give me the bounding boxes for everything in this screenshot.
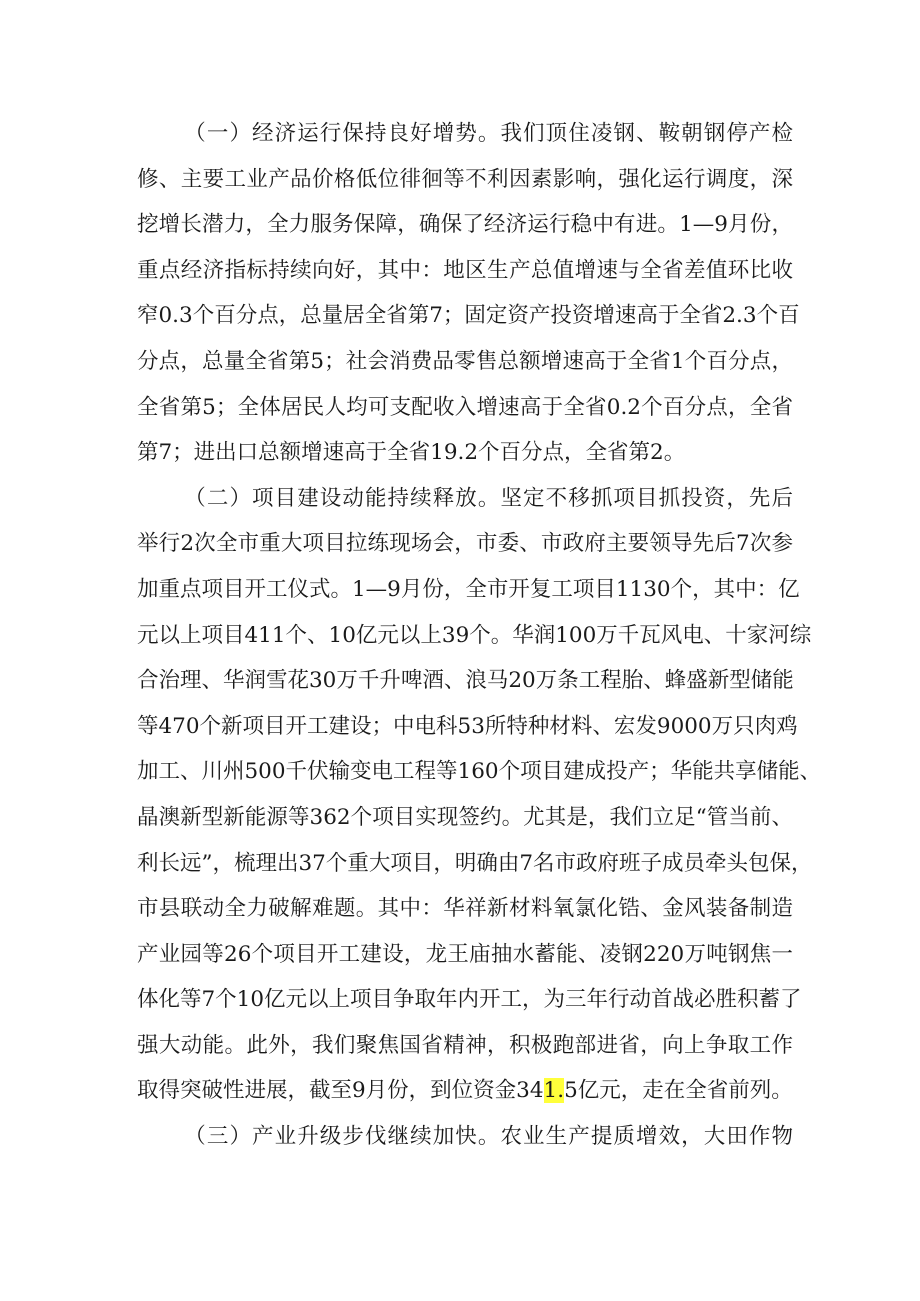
paragraph-2-line-9: 利长远”，梳理出37个重大项目，明确由7名市政府班子成员牵头包保， xyxy=(137,850,813,876)
paragraph-1-line-3: 挖增长潜力，全力服务保障，确保了经济运行稳中有进。1—9月份， xyxy=(137,212,793,238)
paragraph-1-line-1: （一）经济运行保持良好增势。我们顶住凌钢、鞍朝钢停产检 xyxy=(184,121,793,146)
paragraph-2-line-8: 晶澳新型新能源等362个项目实现签约。尤其是，我们立足“管当前、 xyxy=(137,804,793,830)
paragraph-2-line-13: 强大动能。此外，我们聚焦国省精神，积极跑部进省，向上争取工作 xyxy=(137,1032,793,1058)
body-text xyxy=(137,111,822,1160)
paragraph-1-line-5: 窄0.3个百分点，总量居全省第7；固定资产投资增速高于全省2.3个百 xyxy=(137,303,800,329)
paragraph-2-line-12: 体化等7个10亿元以上项目争取年内开工，为三年行动首战必胜积蓄了 xyxy=(137,987,802,1013)
paragraph-1-line-4: 重点经济指标持续向好，其中：地区生产总值增速与全省差值环比收 xyxy=(137,257,793,283)
paragraph-2-line-3: 加重点项目开工仪式。1—9月份，全市开复工项目1130个，其中：亿 xyxy=(137,576,800,602)
paragraph-1-line-8: 第7；进出口总额增速高于全省19.2个百分点，全省第2。 xyxy=(137,440,686,466)
line-text-before-highlight: 取得突破性进展，截至9月份，到位资金34 xyxy=(137,1078,544,1104)
paragraph-1-line-6: 分点，总量全省第5；社会消费品零售总额增速高于全省1个百分点， xyxy=(137,348,793,374)
paragraph-2-line-11: 产业园等26个项目开工建设，龙王庙抽水蓄能、凌钢220万吨钢焦一 xyxy=(137,941,793,967)
paragraph-2-line-6: 等470个新项目开工建设；中电科53所特种材料、宏发9000万只肉鸡 xyxy=(137,713,798,739)
line-text-after-highlight: 5亿元，走在全省前列。 xyxy=(564,1078,793,1104)
paragraph-3-line-1: （三）产业升级步伐继续加快。农业生产提质增效，大田作物 xyxy=(184,1124,793,1150)
paragraph-2-line-1: （二）项目建设动能持续释放。坚定不移抓项目抓投资，先后 xyxy=(184,485,793,511)
paragraph-2-line-2: 举行2次全市重大项目拉练现场会，市委、市政府主要领导先后7次参 xyxy=(137,531,793,557)
paragraph-2-line-4: 元以上项目411个、10亿元以上39个。华润100万千瓦风电、十家河综 xyxy=(137,622,812,648)
paragraph-2-line-5: 合治理、华润雪花30万千升啤酒、浪马20万条工程胎、蜂盛新型储能 xyxy=(137,668,794,694)
paragraph-2-line-14 xyxy=(137,1068,793,1114)
paragraph-1-line-2: 修、主要工业产品价格低位徘徊等不利因素影响，强化运行调度，深 xyxy=(137,166,793,192)
paragraph-1-line-7: 全省第5；全体居民人均可支配收入增速高于全省0.2个百分点，全省 xyxy=(137,394,793,420)
paragraph-2-line-10: 市县联动全力破解难题。其中：华祥新材料氧氯化锆、金风装备制造 xyxy=(137,896,793,922)
highlighted-text: 1. xyxy=(543,1078,565,1104)
paragraph-2-line-7: 加工、川州500千伏输变电工程等160个项目建成投产；华能共享储能、 xyxy=(137,759,822,785)
